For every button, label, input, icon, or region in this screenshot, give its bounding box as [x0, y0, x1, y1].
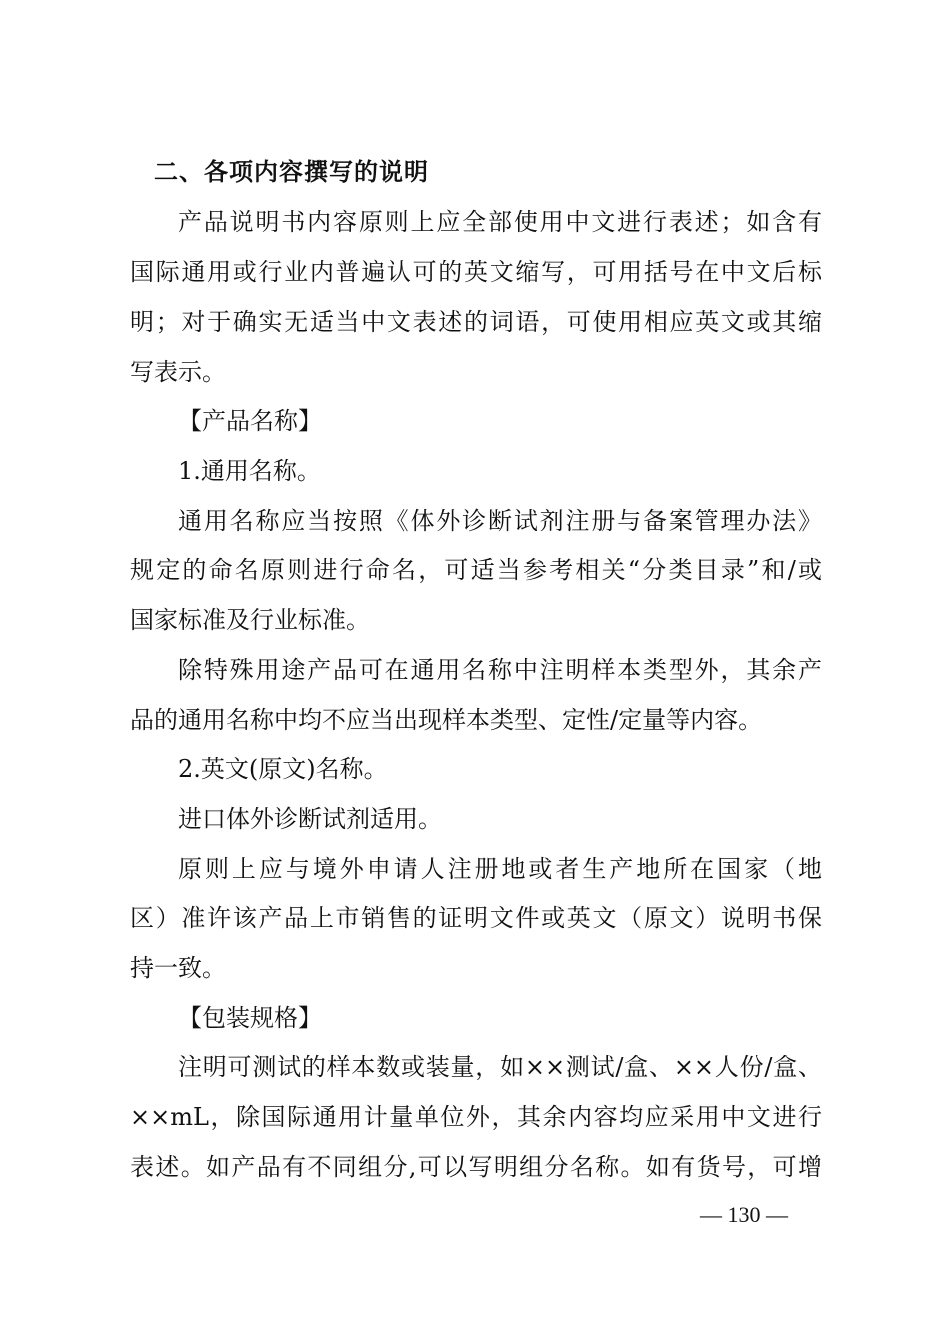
paragraph-line: 品的通用名称中均不应当出现样本类型、定性/定量等内容。 [130, 706, 763, 734]
paragraph-line: 国家标准及行业标准。 [130, 606, 370, 634]
subheading-package-spec: 【包装规格】 [178, 1004, 322, 1032]
paragraph-line: 注明可测试的样本数或装量，如××测试/盒、××人份/盒、 [178, 1053, 822, 1081]
paragraph-line: ××mL，除国际通用计量单位外，其余内容均应采用中文进行 [130, 1103, 822, 1131]
paragraph-line: 除特殊用途产品可在通用名称中注明样本类型外，其余产 [178, 656, 822, 684]
paragraph-line: 写表示。 [130, 358, 226, 386]
section-heading: 二、各项内容撰写的说明 [154, 158, 429, 186]
paragraph-line: 进口体外诊断试剂适用。 [178, 805, 442, 833]
page-number: — 130 — [700, 1202, 788, 1227]
paragraph-line: 原则上应与境外申请人注册地或者生产地所在国家（地 [178, 855, 822, 883]
item-english-name: 2.英文(原文)名称。 [178, 755, 388, 783]
paragraph-line: 表述。如产品有不同组分,可以写明组分名称。如有货号，可增 [130, 1153, 822, 1181]
item-common-name: 1.通用名称。 [178, 457, 321, 485]
paragraph-line: 通用名称应当按照《体外诊断试剂注册与备案管理办法》 [178, 507, 822, 535]
paragraph-line: 区）准许该产品上市销售的证明文件或英文（原文）说明书保 [130, 904, 822, 932]
paragraph-line: 产品说明书内容原则上应全部使用中文进行表述；如含有 [178, 208, 822, 236]
paragraph-line: 规定的命名原则进行命名，可适当参考相关“分类目录”和/或 [130, 556, 822, 584]
paragraph-line: 明；对于确实无适当中文表述的词语，可使用相应英文或其缩 [130, 308, 822, 336]
paragraph-line: 国际通用或行业内普遍认可的英文缩写，可用括号在中文后标 [130, 258, 822, 286]
paragraph-line: 持一致。 [130, 954, 226, 982]
subheading-product-name: 【产品名称】 [178, 407, 322, 435]
